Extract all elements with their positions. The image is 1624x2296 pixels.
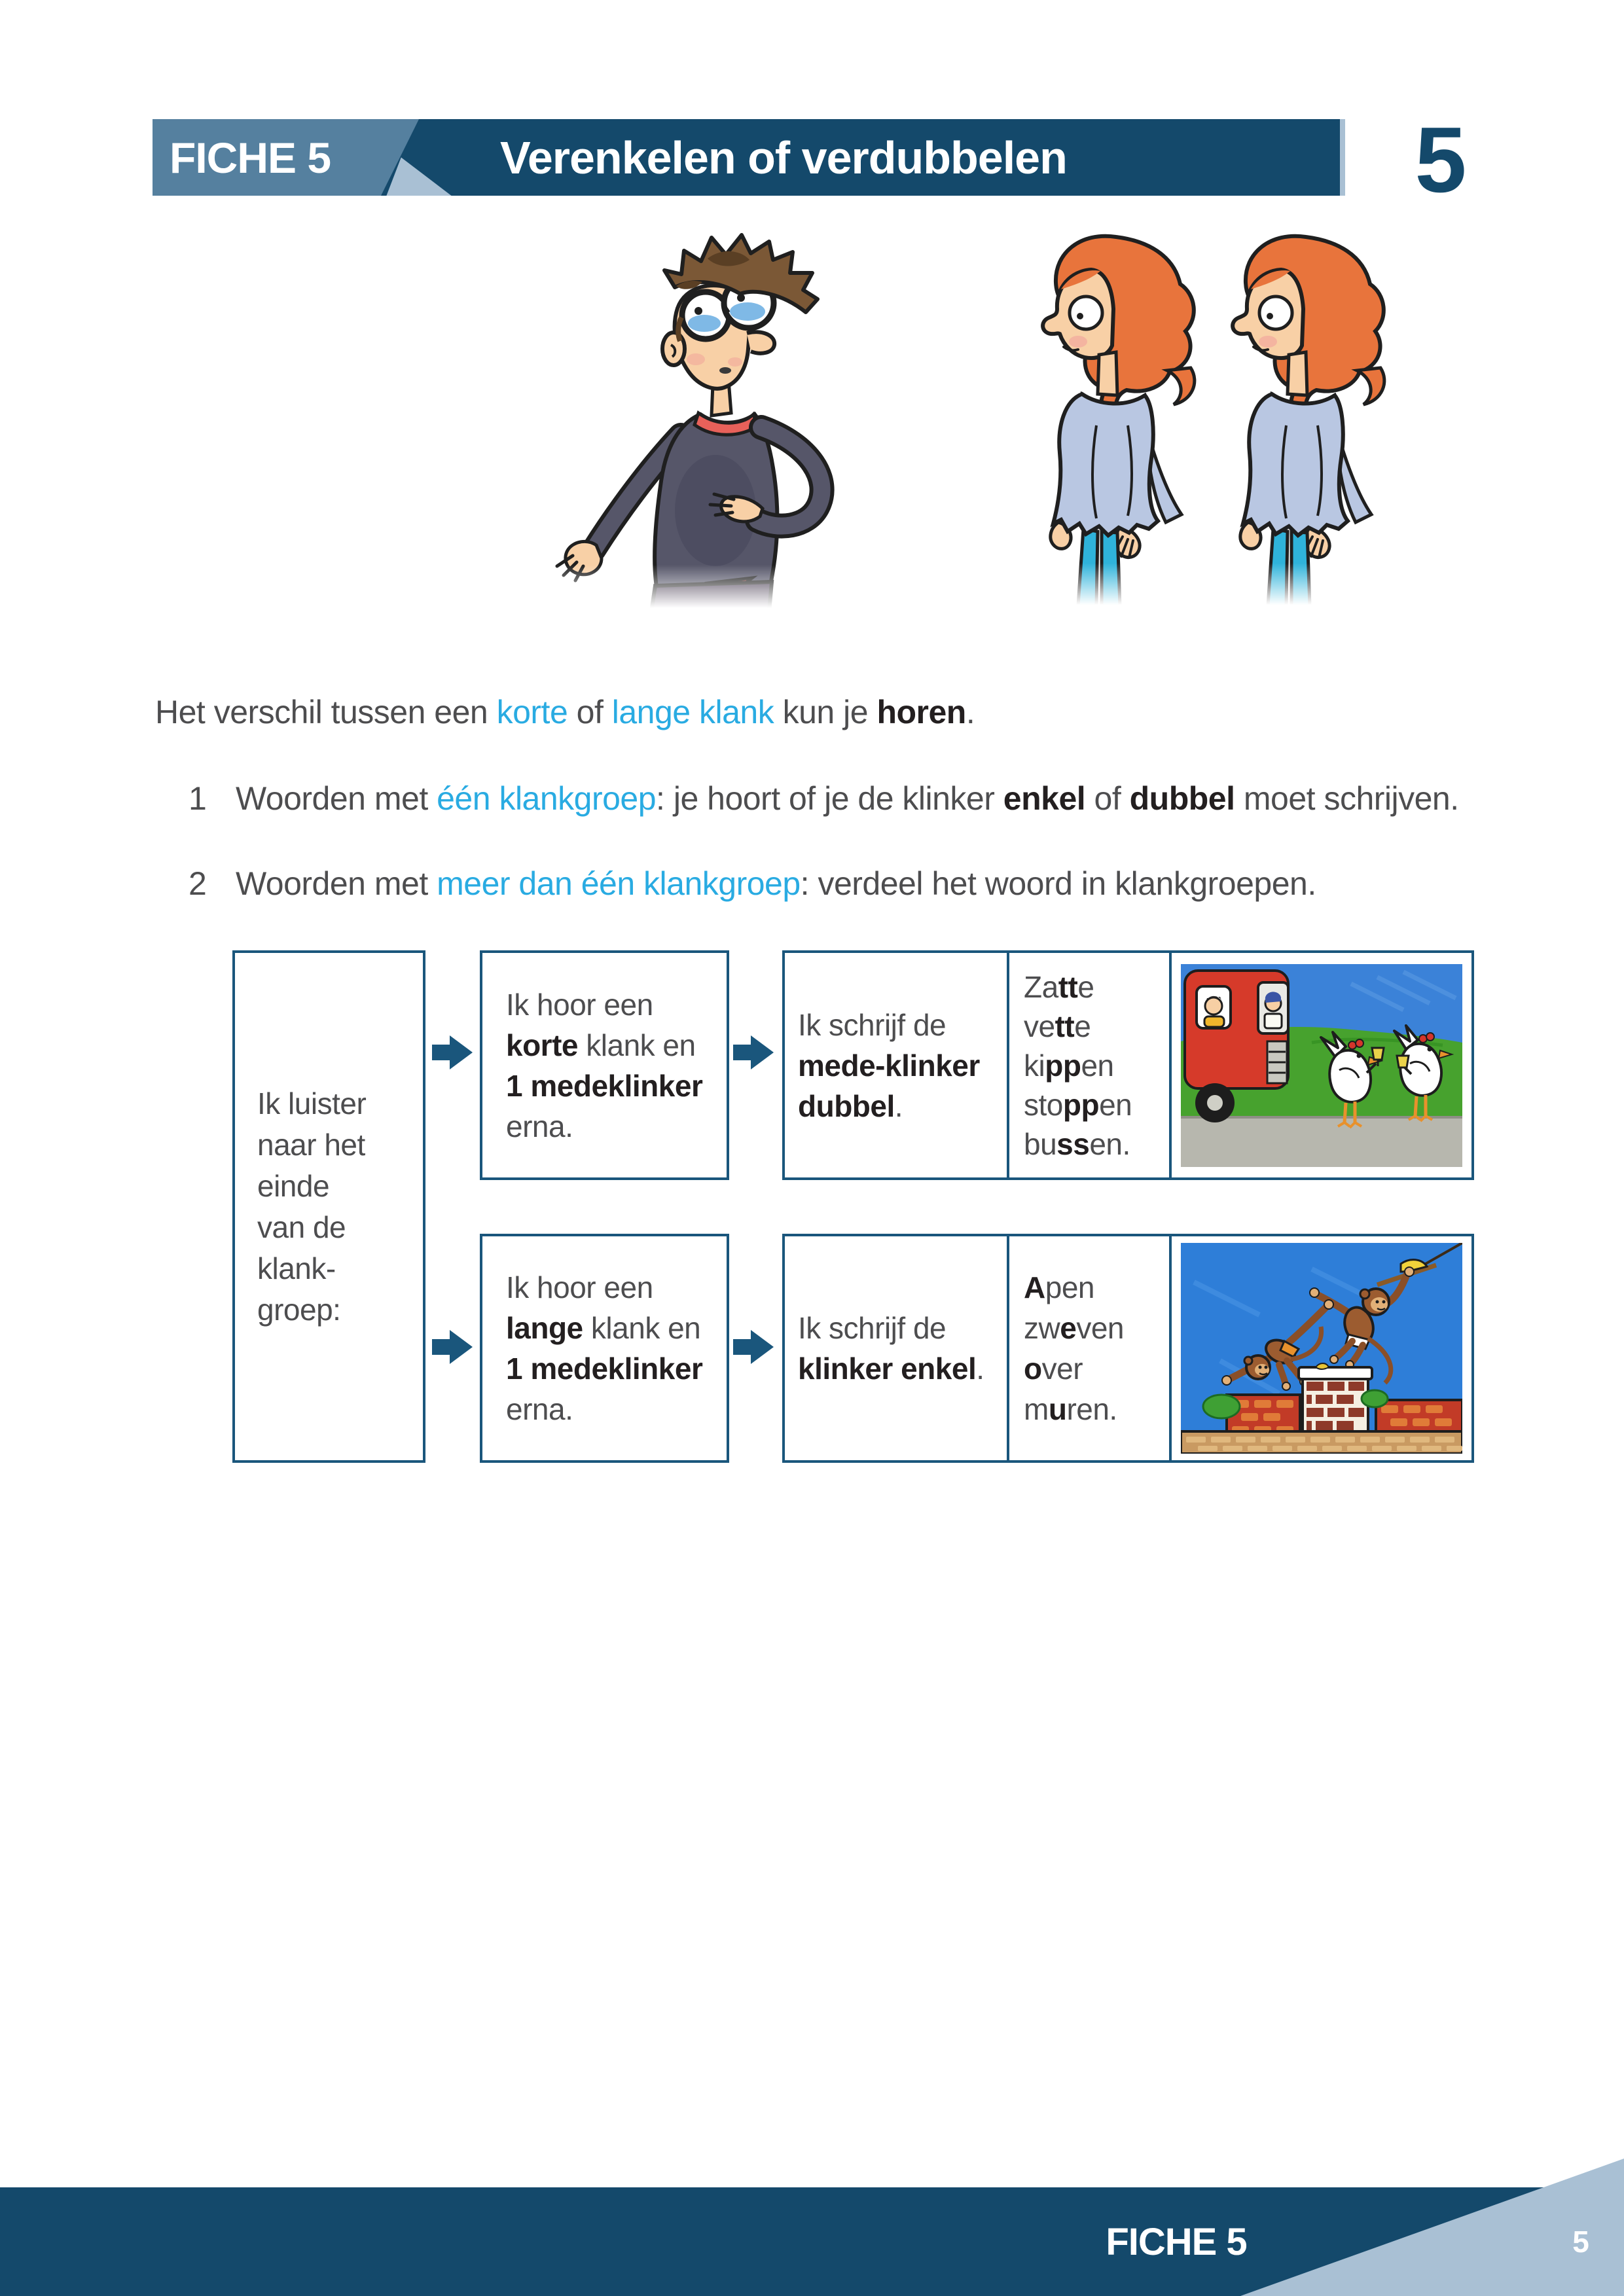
list-item-text: Woorden met meer dan één klankgroep: verdeel het woord in klankgroepen.	[236, 865, 1316, 902]
arrow-right-icon	[432, 1326, 473, 1368]
mnemonic-single-cell: Apen zweven over muren.	[1007, 1236, 1169, 1460]
result-row-double	[782, 950, 1474, 1180]
page-title: Verenkelen of verdubbelen	[500, 132, 1067, 183]
arrow-right-icon	[432, 1031, 473, 1073]
example-image-cell	[1169, 953, 1471, 1177]
example-image-cell	[1169, 1236, 1471, 1460]
write-double-cell: Ik schrijf de mede-klinker dubbel.	[798, 1007, 980, 1123]
chickens-bus-illustration	[1181, 964, 1462, 1167]
twin-women-illustration	[1018, 229, 1214, 609]
footer-triangle	[0, 2153, 1624, 2296]
hear-short-box: Ik hoor een korte klank en 1 medeklinker erna.	[480, 950, 729, 1180]
list-item-number: 1	[189, 780, 207, 817]
fiche-label: FICHE 5	[170, 133, 331, 182]
header-endcap	[1340, 119, 1345, 196]
list-item-number: 2	[189, 865, 207, 902]
list-item-1	[189, 779, 1459, 818]
result-row-single	[782, 1234, 1474, 1463]
footer-page-number: 5	[1572, 2225, 1589, 2259]
monkeys-walls-illustration	[1181, 1243, 1462, 1454]
hear-long-box: Ik hoor een lange klank en 1 medeklinker erna.	[480, 1234, 729, 1463]
mnemonic-double-cell: Zatte vette kippen stoppen bussen.	[1007, 953, 1169, 1177]
arrow-right-icon	[733, 1031, 774, 1073]
header-page-number: 5	[1415, 108, 1467, 212]
list-item-2	[189, 864, 1316, 903]
write-single-cell: Ik schrijf de klinker enkel.	[798, 1311, 984, 1386]
arrow-right-icon	[733, 1326, 774, 1368]
footer-fiche-label: FICHE 5	[1106, 2220, 1247, 2263]
listen-box: Ik luister naar het einde van de klank- groep:	[232, 950, 425, 1463]
intro-text: Het verschil tussen een korte of lange klank kun je horen.	[155, 694, 975, 730]
man-listening-illustration	[553, 219, 884, 612]
list-item-text: Woorden met één klankgroep: je hoort of je de klinker enkel of dubbel moet schrijven.	[236, 780, 1459, 817]
twin-women-illustration	[1208, 229, 1404, 609]
